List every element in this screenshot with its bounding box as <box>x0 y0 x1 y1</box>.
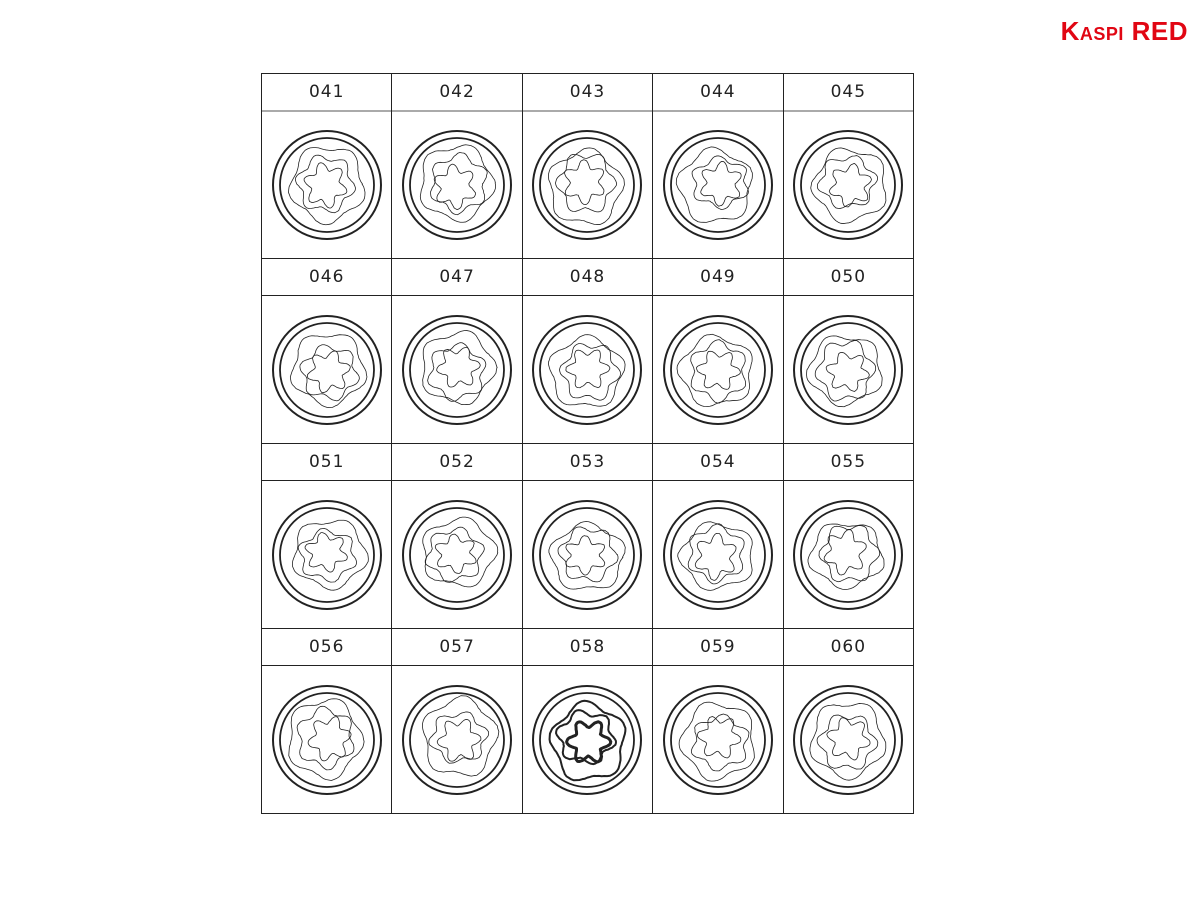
pattern-cell-052[interactable] <box>392 444 522 629</box>
pattern-drawing <box>784 296 913 443</box>
pattern-code-label: 054 <box>653 444 782 481</box>
pattern-code-label: 060 <box>784 629 913 666</box>
pattern-drawing <box>653 296 782 443</box>
pattern-cell-044[interactable] <box>653 74 783 259</box>
pattern-code-label: 056 <box>262 629 391 666</box>
brand-logo: Kaspi RED <box>1060 16 1188 46</box>
pattern-cell-043[interactable] <box>523 74 653 259</box>
lock-key-pattern-icon <box>401 314 513 426</box>
lock-key-pattern-icon <box>271 129 383 241</box>
pattern-code-label: 044 <box>653 74 782 112</box>
lock-key-pattern-icon <box>531 684 643 796</box>
lock-key-pattern-icon <box>662 499 774 611</box>
pattern-code-label: 049 <box>653 259 782 296</box>
pattern-drawing <box>523 296 652 443</box>
pattern-cell-042[interactable] <box>392 74 522 259</box>
pattern-code-label: 045 <box>784 74 913 112</box>
pattern-code-label: 050 <box>784 259 913 296</box>
pattern-cell-060[interactable] <box>784 629 914 814</box>
pattern-cell-046[interactable] <box>262 259 392 444</box>
pattern-drawing <box>523 666 652 813</box>
pattern-code-label: 041 <box>262 74 391 112</box>
pattern-code-label: 043 <box>523 74 652 112</box>
pattern-cell-058[interactable] <box>523 629 653 814</box>
lock-key-pattern-icon <box>792 129 904 241</box>
pattern-code-label: 047 <box>392 259 521 296</box>
lock-key-pattern-icon <box>662 129 774 241</box>
pattern-code-label: 046 <box>262 259 391 296</box>
pattern-cell-057[interactable] <box>392 629 522 814</box>
pattern-drawing <box>392 296 521 443</box>
pattern-drawing <box>653 666 782 813</box>
pattern-cell-056[interactable] <box>262 629 392 814</box>
pattern-drawing <box>262 296 391 443</box>
pattern-cell-050[interactable] <box>784 259 914 444</box>
pattern-drawing <box>523 112 652 258</box>
pattern-drawing <box>784 481 913 628</box>
lock-key-pattern-icon <box>401 129 513 241</box>
pattern-cell-055[interactable] <box>784 444 914 629</box>
pattern-code-label: 059 <box>653 629 782 666</box>
pattern-drawing <box>653 112 782 258</box>
pattern-cell-049[interactable] <box>653 259 783 444</box>
lock-key-pattern-icon <box>271 684 383 796</box>
pattern-cell-059[interactable] <box>653 629 783 814</box>
pattern-drawing <box>784 666 913 813</box>
lock-key-pattern-icon <box>401 684 513 796</box>
lock-key-pattern-icon <box>271 314 383 426</box>
pattern-drawing <box>262 666 391 813</box>
lock-key-pattern-icon <box>792 314 904 426</box>
pattern-drawing <box>523 481 652 628</box>
pattern-code-label: 052 <box>392 444 521 481</box>
lock-key-pattern-icon <box>792 499 904 611</box>
pattern-code-label: 051 <box>262 444 391 481</box>
pattern-drawing <box>784 112 913 258</box>
lock-key-pattern-icon <box>531 129 643 241</box>
pattern-cell-053[interactable] <box>523 444 653 629</box>
pattern-cell-051[interactable] <box>262 444 392 629</box>
pattern-cell-054[interactable] <box>653 444 783 629</box>
pattern-code-label: 053 <box>523 444 652 481</box>
lock-key-pattern-icon <box>662 314 774 426</box>
pattern-cell-048[interactable] <box>523 259 653 444</box>
pattern-code-label: 057 <box>392 629 521 666</box>
pattern-drawing <box>392 666 521 813</box>
pattern-drawing <box>262 112 391 258</box>
pattern-drawing <box>653 481 782 628</box>
lock-key-pattern-icon <box>792 684 904 796</box>
lock-pattern-grid <box>261 73 914 814</box>
lock-key-pattern-icon <box>401 499 513 611</box>
pattern-code-label: 048 <box>523 259 652 296</box>
lock-key-pattern-icon <box>531 499 643 611</box>
pattern-drawing <box>392 112 521 258</box>
pattern-drawing <box>392 481 521 628</box>
lock-key-pattern-icon <box>271 499 383 611</box>
pattern-code-label: 042 <box>392 74 521 112</box>
pattern-code-label: 058 <box>523 629 652 666</box>
pattern-drawing <box>262 481 391 628</box>
pattern-cell-041[interactable] <box>262 74 392 259</box>
pattern-code-label: 055 <box>784 444 913 481</box>
pattern-cell-047[interactable] <box>392 259 522 444</box>
lock-key-pattern-icon <box>531 314 643 426</box>
pattern-cell-045[interactable] <box>784 74 914 259</box>
lock-key-pattern-icon <box>662 684 774 796</box>
